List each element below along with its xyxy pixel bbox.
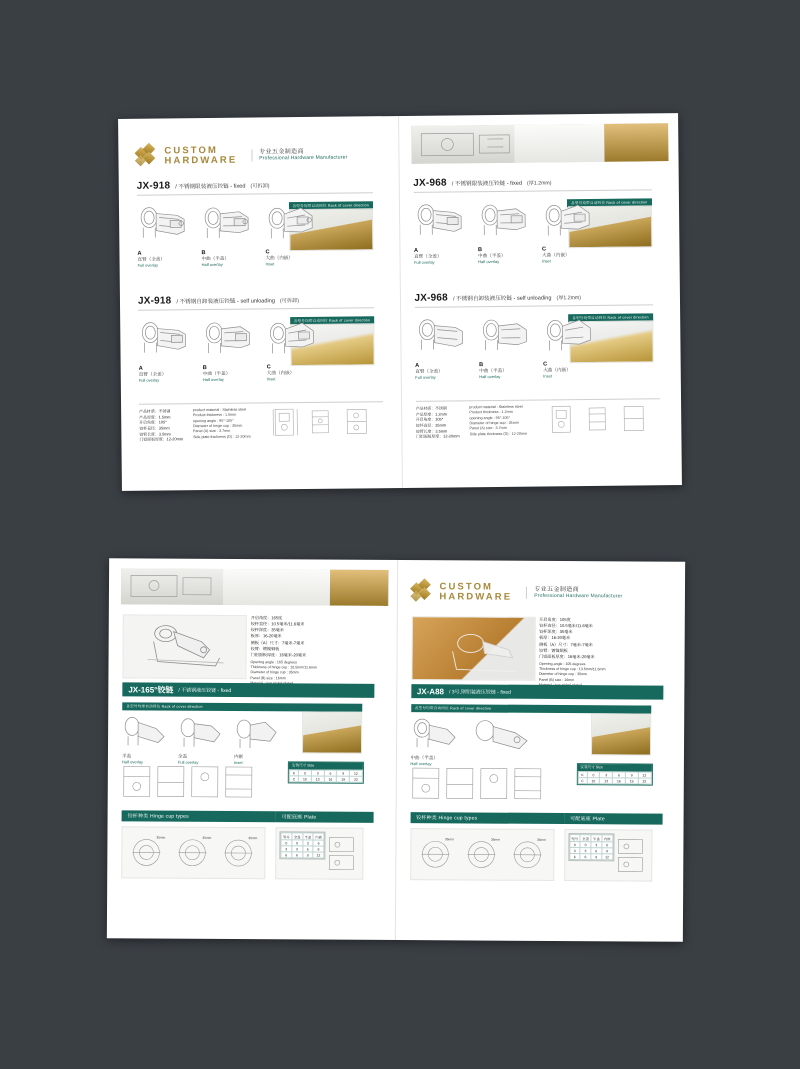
spec-item: 铰臂长度：3.5mm — [415, 428, 448, 434]
spread-bottom-right-page — [395, 560, 685, 942]
hinge-label-en: Half overlay — [410, 761, 432, 767]
cup-label: 35mm — [202, 835, 212, 840]
section-badge: 各型号均带自动回位 Rack of cover direction — [411, 704, 651, 713]
product-note: (可拆卸) — [279, 298, 300, 305]
table-row: 型号 全盖 半盖 内嵌 — [569, 835, 612, 842]
product-desc: / 不锈钢自卸装液压铰链 - self unloading — [452, 295, 552, 303]
product-note: (厚1.2mm) — [526, 180, 552, 187]
hinge-letter: B — [479, 362, 484, 369]
hinge-label-cn: 直臂（全盖） — [137, 256, 166, 262]
product-photo — [302, 711, 362, 753]
spec-item: 铰杯直径：35mm — [415, 422, 447, 428]
brand-line2: HARDWARE — [164, 154, 238, 167]
spec-item: Panel (A) size : 3.7mm — [469, 426, 507, 431]
product-note: (厚1.2mm) — [556, 295, 582, 302]
technical-drawings — [271, 404, 373, 439]
hinge-letter: A — [137, 250, 142, 257]
hinge-label-en: Full overlay — [177, 759, 199, 765]
table-row: K 0 3 6 9 12 — [289, 770, 362, 776]
brand-tagline-cn: 专业五金制造商 — [534, 586, 580, 593]
spec-item: Opening angle : 105 degrees — [539, 661, 586, 667]
spec-item: Panel (B) size : 16mm — [538, 677, 575, 682]
section-badge: 各型号均带自动回位 Rack of cover direction — [567, 198, 652, 207]
spec-item: 铰杯直径：10.5毫米/11.6毫米 — [539, 623, 593, 629]
hinge-drawing-b — [477, 200, 531, 245]
spec-item: opening angle : 95°-105° — [469, 415, 511, 420]
cup-label: 35mm — [444, 837, 454, 842]
hinge-drawing-c — [265, 202, 319, 247]
hinge-label-cn: 中曲（半盖） — [410, 755, 439, 761]
hinge-drawing-half — [410, 714, 460, 752]
technical-drawing — [307, 405, 337, 439]
brand-line1: CUSTOM — [164, 144, 219, 157]
divider — [138, 307, 374, 310]
size-table-header: 安装尺寸 Size — [577, 764, 651, 771]
hinge-drawing-b — [479, 315, 533, 360]
hinge-letter: C — [265, 249, 270, 256]
hinge-cup-panel — [410, 828, 554, 881]
hinge-cup-panel — [121, 826, 265, 879]
hero-product-photo — [122, 614, 246, 679]
hinge-label-en: Half overlay — [202, 376, 224, 383]
size-table — [288, 761, 364, 783]
cup-label: 35mm — [156, 835, 166, 840]
opening-spec — [250, 615, 362, 692]
spec-item: 板厚：16-20毫米 — [539, 635, 571, 641]
spec-item: Diameter of hinge cup : 35mm — [538, 672, 588, 677]
header-photo-strip — [411, 123, 669, 164]
section-badge: 各型号均带自动回位 Rack of cover direction — [122, 702, 362, 711]
hinge-drawing-half — [122, 712, 170, 750]
technical-drawing — [584, 402, 614, 436]
size-table — [576, 763, 652, 785]
hinge-label-en: Inset — [543, 373, 552, 379]
hinge-drawing-a — [415, 315, 469, 360]
hinge-label-cn: 直臂（全盖） — [415, 368, 443, 374]
table-row: 3 3 6 9 — [569, 848, 612, 854]
spec-item: 铰杯深度：35毫米 — [250, 627, 284, 633]
hinge-label-cn: 中曲（半盖） — [479, 367, 507, 374]
section-title-cn: JX-A88 — [416, 686, 445, 696]
spread-top-left-page — [118, 116, 402, 491]
spec-item: 门铝面板厚度：16毫米-20毫米 — [539, 653, 595, 660]
hinge-label-en: Full overlay — [138, 377, 160, 383]
spec-list-cn — [139, 408, 183, 442]
hinge-label-cn: 内嵌 — [233, 754, 244, 760]
spec-item: 铰臂：镀镍铜板 — [539, 647, 568, 653]
plate-panel — [564, 829, 652, 882]
spec-item: 铰臂：镀镍铜板 — [250, 645, 280, 651]
spec-item: Diameter of hinge cup : 35mm — [192, 423, 243, 429]
spec-item: 产品材质：不锈钢 — [415, 405, 447, 411]
section-badge: 各型号均带自动回位 Rack of cover direction — [288, 201, 373, 210]
spread-top-right-page — [399, 113, 682, 488]
divider — [137, 192, 373, 195]
section-title-bar — [411, 684, 663, 700]
spec-item: 门铝面板厚度：12-20mm — [415, 433, 460, 440]
spec-list-cn — [416, 405, 460, 439]
hinge-letter: B — [201, 250, 206, 257]
technical-drawing — [620, 401, 650, 435]
spec-item: 门铝面板厚度：16毫米-20毫米 — [250, 651, 307, 658]
table-row: 3 3 6 9 — [281, 846, 324, 852]
table-row: 0 0 3 6 — [569, 842, 612, 848]
cup-label: 35mm — [490, 837, 500, 842]
section-title-bar — [122, 682, 374, 698]
size-table-header: 安装尺寸 Size — [289, 762, 363, 769]
hinge-drawing-a — [137, 203, 191, 248]
subsection-hinge-cup-types: 铰杯种类 Hinge cup types — [410, 812, 564, 824]
hinge-drawing-assembly — [470, 714, 532, 754]
subsection-plate: 可配底座 Plate — [276, 811, 374, 823]
measurement-drawings — [410, 764, 570, 805]
brand-tagline-en: Professional Hardware Manufacturer — [259, 154, 348, 162]
hinge-letter: C — [266, 364, 271, 371]
table-row: 6 6 9 12 — [569, 854, 612, 860]
table-row: 0 0 3 6 — [281, 840, 324, 846]
hero-product-photo — [411, 616, 535, 681]
spec-list — [139, 408, 251, 443]
spec-item: Side plate thickness (D) : 12-20mm — [469, 431, 528, 437]
hinge-label-cn: 中曲（半盖） — [477, 252, 506, 259]
product-code: JX-918 — [136, 180, 171, 192]
hinge-letter: A — [138, 365, 143, 372]
logo-diamond-icon — [136, 145, 158, 169]
table-row: 6 6 9 12 — [281, 852, 324, 858]
hinge-drawing-full — [178, 713, 226, 751]
hinge-letter: A — [413, 247, 419, 254]
brand-line1: CUSTOM — [439, 581, 494, 593]
spec-item: 板厚：16-20毫米 — [250, 633, 282, 639]
divider — [413, 189, 651, 192]
hinge-drawing-b — [201, 203, 255, 248]
hinge-label-en: Half overlay — [121, 759, 144, 765]
plate-table — [279, 831, 325, 859]
spec-item: 铰杯直径：10.5毫米/11.6毫米 — [250, 621, 305, 627]
hinge-label-en: Inset — [266, 376, 276, 382]
hinge-label-cn: 中曲（半盖） — [202, 370, 231, 377]
hinge-drawing-a — [138, 318, 192, 363]
hinge-label-en: Inset — [233, 760, 243, 766]
hinge-label-cn: 大曲（内嵌） — [543, 367, 571, 373]
hinge-label-cn: 中曲（半盖） — [201, 255, 230, 262]
spec-item: product material : Stainless steel — [469, 404, 523, 410]
hinge-label-en: Half overlay — [479, 373, 501, 380]
hinge-drawing-a — [413, 200, 467, 245]
plate-panel — [275, 827, 363, 880]
spec-item: 铰杯深度：35毫米 — [539, 629, 573, 635]
subsection-hinge-cup-types: 铰杯种类 Hinge cup types — [122, 810, 276, 822]
spec-item: Diameter of hinge cup : 35mm — [469, 420, 519, 426]
spec-list-en — [469, 405, 527, 440]
table-row: C 10 13 16 19 22 — [289, 776, 362, 782]
section-badge: 各型号均带自动回位 Rack of cover direction — [290, 316, 375, 325]
spec-item: Product thickness : 1.2mm — [469, 410, 513, 415]
product-code: JX-968 — [413, 177, 447, 189]
brand-tagline-cn: 专业五金制造商 — [259, 148, 305, 156]
catalog-spread-top — [118, 113, 682, 491]
spec-item: Diameter of hinge cup : 35mm — [250, 670, 299, 675]
cup-label: 35mm — [248, 836, 258, 841]
section-title-cn: JX-165°铰链 — [128, 684, 174, 695]
hinge-letter: B — [477, 247, 483, 254]
spec-list — [416, 405, 528, 440]
product-desc: / 不锈钢限装液压铰链 - fixed — [451, 180, 523, 188]
spec-item: Opening angle : 165 degrees — [250, 660, 297, 665]
table-row: C 10 13 16 19 22 — [578, 778, 651, 784]
technical-drawing — [343, 404, 373, 438]
subsection-plate: 可配底座 Plate — [564, 813, 662, 825]
spec-item: Side plate thickness (D) : 12-20mm — [193, 434, 251, 439]
spec-list-en — [193, 408, 251, 443]
spec-item: 开启角度：105° — [415, 416, 444, 423]
spec-item: 门铝面板厚度：12-20mm — [139, 436, 184, 443]
product-section-2 — [137, 293, 375, 383]
brand-logo — [411, 580, 622, 605]
spec-item: Thickness of hinge cup : 10.5mm/11.6mm — [250, 665, 317, 670]
brand-tagline-en: Professional Hardware Manufacturer — [534, 592, 623, 599]
spec-item: Thickness of hinge cup : 13.5mm/11.6mm — [538, 667, 606, 672]
technical-drawings — [548, 401, 650, 436]
product-note: (可拆卸) — [250, 183, 270, 190]
spec-item: opening angle : 95°-105° — [192, 418, 234, 423]
brand-line2: HARDWARE — [439, 591, 513, 603]
hinge-label-en: Half overlay — [201, 261, 223, 268]
spec-item: 侧板（A）尺寸：7毫米-7毫米 — [250, 639, 305, 646]
product-code: JX-918 — [137, 295, 172, 307]
hinge-label-en: Full overlay — [415, 374, 436, 380]
hinge-label-en: Inset — [265, 261, 275, 267]
section-title-en: / 不锈钢液压铰链 - fixed — [178, 687, 232, 694]
product-section-1 — [136, 178, 374, 268]
hinge-drawing-c — [543, 314, 597, 359]
hinge-label-cn: 大曲（内嵌） — [265, 255, 294, 261]
hinge-label-en: Full overlay — [137, 262, 159, 268]
hinge-letter: A — [415, 362, 420, 369]
hinge-label-en: Inset — [542, 258, 551, 264]
technical-drawing — [271, 405, 301, 439]
section-badge: 各型号均带自动回位 Rack of cover direction — [568, 313, 653, 322]
spec-item: Product thickness : 1.5mm — [192, 413, 237, 418]
opening-spec-cn — [539, 617, 651, 661]
product-section-3 — [413, 175, 652, 265]
hinge-drawing-b — [202, 318, 256, 363]
product-section-4 — [414, 290, 653, 380]
hinge-letter: B — [202, 365, 207, 372]
hinge-label-cn: 半盖 — [121, 753, 132, 759]
header-photo-strip — [121, 568, 389, 606]
spec-item: Panel (B) size : 16mm — [250, 675, 286, 680]
spec-item: product material : Stainless steel — [192, 407, 247, 413]
hinge-label-en: Half overlay — [478, 258, 500, 265]
cup-label: 35mm — [536, 837, 546, 842]
spec-item: 产品厚度：1.5mm — [139, 414, 171, 420]
spec-item: 铰臂长度：3.5mm — [139, 431, 171, 437]
hinge-drawing-c — [541, 199, 595, 244]
brand-logo — [136, 143, 347, 169]
spec-item: 侧板（A）尺寸：7毫米-7毫米 — [539, 641, 593, 647]
plate-table — [568, 833, 614, 861]
spec-item: 产品厚度：1.2mm — [415, 411, 448, 417]
hinge-letter: C — [543, 361, 548, 368]
table-row: 型号 全盖 半盖 内嵌 — [281, 833, 324, 840]
product-desc: / 不锈钢限装液压铰链 - fixed — [175, 183, 246, 191]
product-photo — [590, 713, 650, 755]
technical-drawing — [548, 402, 578, 436]
opening-spec-cn — [251, 615, 363, 659]
divider — [415, 304, 653, 307]
hinge-label-cn: 全盖 — [177, 753, 188, 759]
spec-item: 开启角度：105° — [139, 419, 167, 426]
spec-item: Panel (A) size : 3.7mm — [192, 429, 231, 434]
hinge-variant-row — [410, 704, 650, 767]
hinge-label-en: Full overlay — [414, 259, 435, 265]
hinge-drawing-inset — [234, 713, 282, 751]
spec-item: 产品材质：不锈钢 — [139, 408, 171, 414]
hinge-label-cn: 大曲（内嵌） — [266, 370, 295, 376]
hinge-label-cn: 直臂（全盖） — [138, 371, 167, 377]
product-code: JX-968 — [414, 292, 448, 304]
product-desc: / 不锈钢自卸装液压铰链 - self unloading — [176, 298, 276, 306]
spec-item: 开启角度：165度 — [250, 615, 283, 621]
table-row: K 0 3 6 9 12 — [578, 772, 651, 778]
hinge-label-cn: 直臂（全盖） — [413, 253, 442, 259]
hinge-drawing-c — [266, 317, 320, 362]
spec-item: 铰杯直径：35mm — [139, 425, 170, 431]
catalog-spread-bottom — [107, 558, 685, 942]
section-title-en: / 3号,钢铝装液压铰链 - fixed — [448, 688, 511, 696]
logo-diamond-icon — [411, 580, 433, 604]
spread-bottom-left-page — [107, 558, 398, 940]
hinge-letter: C — [541, 246, 547, 253]
spec-item: 开启角度：105度 — [539, 616, 571, 623]
hinge-label-cn: 大曲（内嵌） — [541, 252, 570, 258]
opening-spec — [539, 617, 651, 694]
